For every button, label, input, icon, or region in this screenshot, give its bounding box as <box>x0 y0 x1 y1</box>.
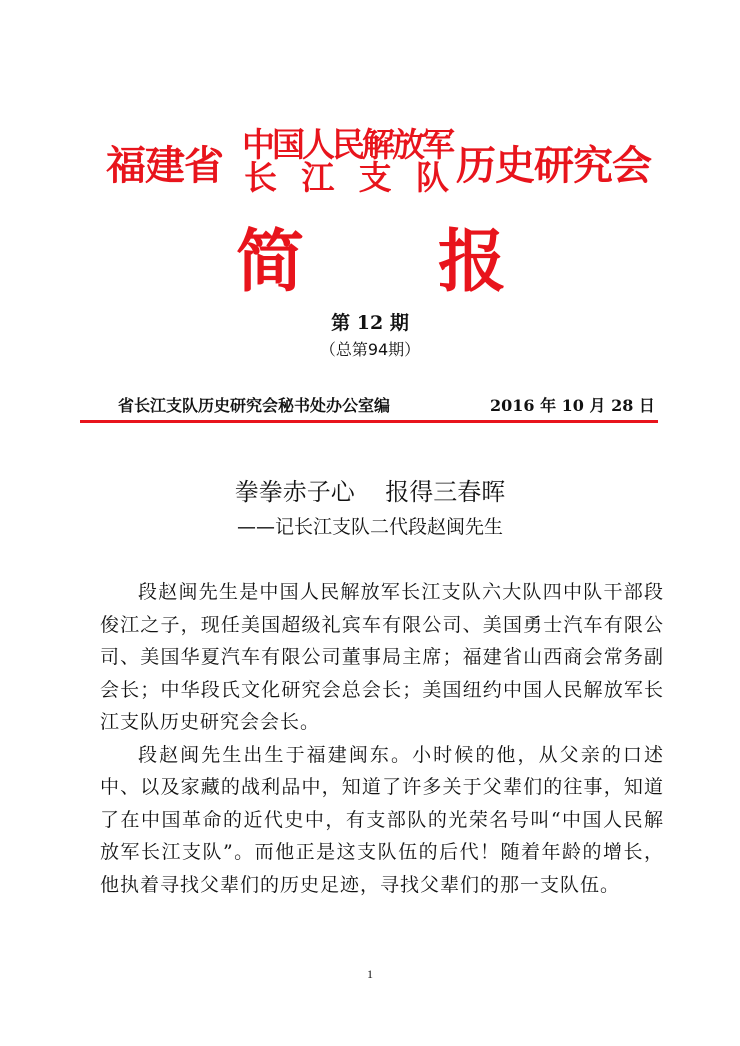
org-char: 江 <box>301 158 335 197</box>
org-name-middle-line1: 中国人民解放军 <box>242 125 452 164</box>
org-char: 长 <box>244 158 277 197</box>
org-name-middle-line2 <box>244 152 449 199</box>
publish-date: 2016 年 10 月 28 日 <box>490 396 655 415</box>
issue-number: 第 12 期 <box>331 312 409 334</box>
bulletin-char: 简 <box>236 223 305 302</box>
bulletin-char: 报 <box>437 223 506 302</box>
org-char: 队 <box>415 158 449 197</box>
org-name-suffix: 历史研究会 <box>456 143 651 189</box>
article-title: 拳拳赤子心 报得三春晖 <box>234 478 506 506</box>
editor-line: 省长江支队历史研究会秘书处办公室编 <box>118 396 391 415</box>
paragraph: 段赵闽先生出生于福建闽东。小时候的他，从父亲的口述中、以及家藏的战利品中，知道了许多关于父辈们的往事，知道了在中国革命的近代史中，有支部队的光荣名号叫“中国人民解放军长江支队”。而他正是这支队伍的后代！随着年龄的增长，他执着寻找父辈们的历史足迹，寻找父辈们的那一支队伍。 <box>100 743 664 896</box>
bulletin-title <box>236 208 506 305</box>
red-divider <box>80 420 658 423</box>
article-body <box>100 576 664 901</box>
org-name-prefix: 福建省 <box>106 143 223 189</box>
total-issue-number: （总第94期） <box>319 340 421 359</box>
page-number: 1 <box>367 967 373 981</box>
org-char: 支 <box>358 158 392 197</box>
paragraph: 段赵闽先生是中国人民解放军长江支队六大队四中队干部段俊江之子，现任美国超级礼宾车有限公司、美国勇士汽车有限公司、美国华夏汽车有限公司董事局主席；福建省山西商会常务副会长；中华段氏文化研究会总会长；美国纽约中国人民解放军长江支队历史研究会会长。 <box>100 581 664 733</box>
article-subtitle: ——记长江支队二代段赵闽先生 <box>236 516 503 538</box>
